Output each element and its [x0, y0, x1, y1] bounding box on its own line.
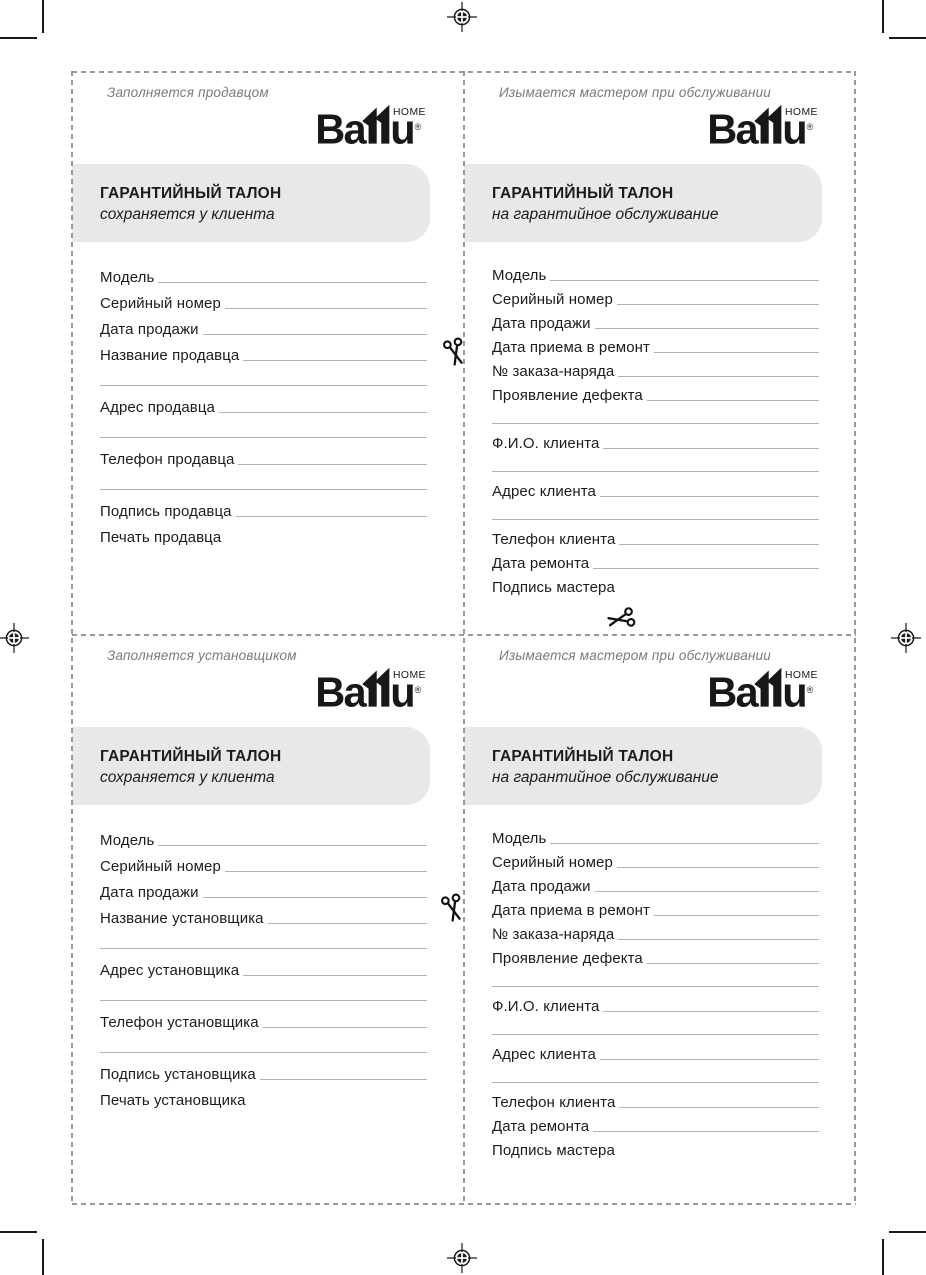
field-label: Подпись продавца	[100, 503, 232, 520]
field-label: Название установщика	[100, 910, 264, 927]
ballu-home-logo-icon	[315, 666, 433, 713]
field-row	[100, 1009, 427, 1035]
write-in-line	[219, 412, 427, 413]
ballu-home-logo-icon	[707, 103, 825, 150]
write-in-line	[263, 1027, 427, 1028]
field-label: Телефон клиента	[492, 1094, 616, 1111]
field-row	[492, 528, 819, 552]
write-in-line	[243, 975, 427, 976]
write-in-line-continuation	[492, 971, 819, 987]
cut-line-center	[463, 71, 465, 1205]
crop-mark-icon	[0, 37, 37, 39]
logo-row	[464, 666, 855, 714]
field-row	[100, 905, 427, 931]
card-fields	[492, 827, 819, 1163]
card-fields	[100, 264, 427, 550]
cut-line-right	[854, 71, 856, 1205]
card-fields	[492, 264, 819, 600]
field-label: Телефон продавца	[100, 451, 235, 468]
field-row	[492, 360, 819, 384]
write-in-line	[203, 334, 427, 335]
write-in-line	[617, 304, 819, 305]
field-label: Модель	[100, 269, 155, 286]
write-in-line	[618, 376, 819, 377]
field-label: Подпись мастера	[492, 579, 615, 596]
card-title-box	[464, 727, 822, 805]
write-in-line	[618, 939, 819, 940]
write-in-line-continuation	[100, 472, 427, 490]
write-in-line	[550, 280, 819, 281]
write-in-line	[603, 1011, 819, 1012]
write-in-line	[600, 496, 819, 497]
write-in-line	[600, 1059, 819, 1060]
field-row	[492, 851, 819, 875]
write-in-line	[225, 871, 427, 872]
write-in-line-continuation	[492, 456, 819, 472]
field-row	[492, 480, 819, 504]
field-label: Дата продажи	[492, 878, 591, 895]
field-row	[492, 1091, 819, 1115]
logo-row	[72, 103, 463, 151]
field-label: Дата продажи	[100, 884, 199, 901]
field-label: Печать продавца	[100, 529, 222, 546]
write-in-line	[617, 867, 819, 868]
field-label: Адрес продавца	[100, 399, 215, 416]
card-annotation: Заполняется продавцом	[107, 85, 269, 100]
field-row	[492, 923, 819, 947]
registration-mark-icon	[891, 623, 921, 653]
field-row	[492, 336, 819, 360]
field-row	[100, 827, 427, 853]
field-row	[100, 1087, 427, 1113]
write-in-line-continuation	[492, 1067, 819, 1083]
field-row	[100, 524, 427, 550]
write-in-line	[603, 448, 819, 449]
write-in-line-continuation	[492, 1019, 819, 1035]
field-row	[100, 394, 427, 420]
card-subtitle: сохраняется у клиента	[100, 769, 275, 786]
warranty-card-service-top	[464, 72, 855, 634]
field-label: Адрес клиента	[492, 1046, 596, 1063]
field-row	[100, 957, 427, 983]
field-label: № заказа-наряда	[492, 363, 615, 380]
field-label: № заказа-наряда	[492, 926, 615, 943]
crop-mark-icon	[889, 1231, 926, 1233]
write-in-line	[619, 1107, 819, 1108]
field-label: Модель	[492, 830, 547, 847]
field-label: Телефон установщика	[100, 1014, 259, 1031]
field-row	[492, 1139, 819, 1163]
crop-mark-icon	[42, 0, 44, 33]
card-title-box	[72, 727, 430, 805]
field-row	[100, 264, 427, 290]
write-in-line	[158, 845, 427, 846]
write-in-line-continuation	[100, 931, 427, 949]
crop-mark-icon	[0, 1231, 37, 1233]
field-label: Серийный номер	[492, 291, 613, 308]
registration-mark-icon	[447, 1243, 477, 1273]
field-row	[492, 576, 819, 600]
ballu-home-logo-icon	[315, 103, 433, 150]
write-in-line-continuation	[492, 504, 819, 520]
cut-line-left	[71, 71, 73, 1205]
write-in-line-continuation	[492, 408, 819, 424]
field-label: Дата ремонта	[492, 1118, 590, 1135]
field-row	[492, 875, 819, 899]
card-annotation: Заполняется установщиком	[107, 648, 297, 663]
field-label: Адрес установщика	[100, 962, 240, 979]
field-label: Проявление дефекта	[492, 950, 643, 967]
write-in-line	[268, 923, 427, 924]
field-row	[492, 1115, 819, 1139]
write-in-line	[593, 568, 819, 569]
write-in-line	[595, 328, 819, 329]
field-row	[100, 316, 427, 342]
crop-mark-icon	[882, 0, 884, 33]
card-subtitle: на гарантийное обслуживание	[492, 769, 719, 786]
field-row	[492, 995, 819, 1019]
field-row	[100, 853, 427, 879]
field-label: Проявление дефекта	[492, 387, 643, 404]
write-in-line	[647, 400, 819, 401]
field-label: Серийный номер	[100, 295, 221, 312]
field-label: Название продавца	[100, 347, 240, 364]
warranty-card-installer	[72, 635, 463, 1205]
write-in-line	[619, 544, 819, 545]
field-row	[492, 947, 819, 971]
card-subtitle: на гарантийное обслуживание	[492, 206, 719, 223]
registration-mark-icon	[0, 623, 29, 653]
field-row	[100, 498, 427, 524]
write-in-line	[647, 963, 819, 964]
write-in-line-continuation	[100, 1035, 427, 1053]
card-title: ГАРАНТИЙНЫЙ ТАЛОН	[100, 748, 282, 765]
write-in-line	[654, 915, 819, 916]
field-label: Дата приема в ремонт	[492, 902, 651, 919]
write-in-line	[236, 516, 427, 517]
ballu-home-logo-icon	[707, 666, 825, 713]
field-label: Модель	[492, 267, 547, 284]
field-row	[100, 1061, 427, 1087]
logo-row	[72, 666, 463, 714]
field-row	[492, 312, 819, 336]
field-row	[492, 384, 819, 408]
write-in-line	[225, 308, 427, 309]
write-in-line	[203, 897, 427, 898]
field-row	[100, 879, 427, 905]
field-row	[492, 432, 819, 456]
write-in-line	[654, 352, 819, 353]
write-in-line-continuation	[100, 368, 427, 386]
card-title-box	[464, 164, 822, 242]
registration-mark-icon	[447, 2, 477, 32]
field-row	[492, 1043, 819, 1067]
warranty-card-seller	[72, 72, 463, 634]
card-annotation: Изымается мастером при обслуживании	[499, 648, 771, 663]
field-row	[492, 827, 819, 851]
field-row	[100, 342, 427, 368]
field-row	[100, 290, 427, 316]
write-in-line-continuation	[100, 420, 427, 438]
field-label: Серийный номер	[100, 858, 221, 875]
field-label: Печать установщика	[100, 1092, 246, 1109]
write-in-line	[595, 891, 819, 892]
write-in-line	[550, 843, 819, 844]
warranty-card-service-bottom	[464, 635, 855, 1205]
card-title: ГАРАНТИЙНЫЙ ТАЛОН	[492, 748, 674, 765]
field-label: Телефон клиента	[492, 531, 616, 548]
card-annotation: Изымается мастером при обслуживании	[499, 85, 771, 100]
field-row	[492, 264, 819, 288]
field-row	[492, 899, 819, 923]
field-label: Подпись установщика	[100, 1066, 256, 1083]
write-in-line	[260, 1079, 427, 1080]
card-title: ГАРАНТИЙНЫЙ ТАЛОН	[492, 185, 674, 202]
field-row	[100, 446, 427, 472]
field-label: Дата продажи	[100, 321, 199, 338]
field-label: Адрес клиента	[492, 483, 596, 500]
write-in-line	[238, 464, 427, 465]
field-label: Подпись мастера	[492, 1142, 615, 1159]
write-in-line	[158, 282, 427, 283]
write-in-line	[593, 1131, 819, 1132]
crop-mark-icon	[42, 1239, 44, 1275]
card-fields	[100, 827, 427, 1113]
crop-mark-icon	[889, 37, 926, 39]
field-row	[492, 288, 819, 312]
field-row	[492, 552, 819, 576]
field-label: Дата продажи	[492, 315, 591, 332]
crop-mark-icon	[882, 1239, 884, 1275]
field-label: Модель	[100, 832, 155, 849]
write-in-line	[243, 360, 427, 361]
logo-row	[464, 103, 855, 151]
write-in-line-continuation	[100, 983, 427, 1001]
card-subtitle: сохраняется у клиента	[100, 206, 275, 223]
card-title-box	[72, 164, 430, 242]
card-title: ГАРАНТИЙНЫЙ ТАЛОН	[100, 185, 282, 202]
field-label: Серийный номер	[492, 854, 613, 871]
field-label: Ф.И.О. клиента	[492, 435, 600, 452]
field-label: Дата ремонта	[492, 555, 590, 572]
field-label: Ф.И.О. клиента	[492, 998, 600, 1015]
field-label: Дата приема в ремонт	[492, 339, 651, 356]
